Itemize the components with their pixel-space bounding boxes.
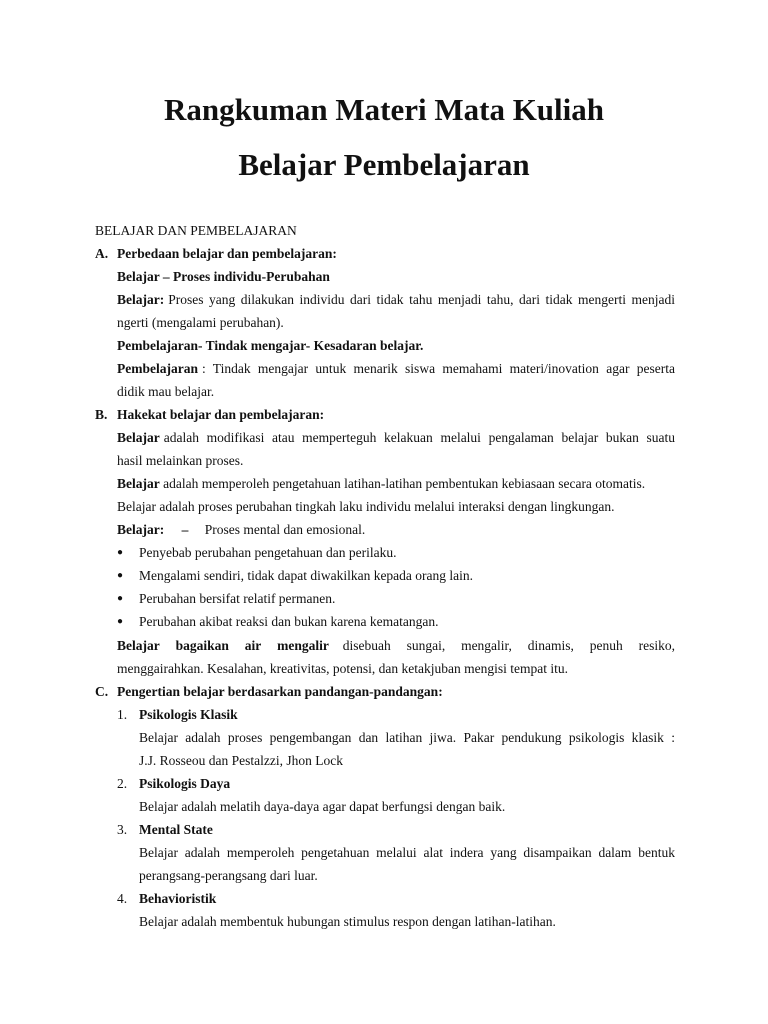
section-c-heading: Pengertian belajar berdasarkan pandangan-pandangan: (117, 684, 443, 699)
numbered-item-number: 4. (117, 891, 128, 906)
section-a-marker: A. (95, 246, 109, 261)
numbered-item-line: Belajar adalah proses pengembangan dan latihan jiwa. Pakar pendukung psikologis klasik : (139, 730, 675, 745)
numbered-item-text-cont: perangsang-perangsang dari luar. (139, 868, 318, 883)
document-title-line2: Belajar Pembelajaran (238, 147, 530, 182)
paragraph-text: adalah memperoleh pengetahuan latihan-latihan pembentukan kebiasaan secara otomatis. (163, 476, 646, 491)
numbered-item-text: Belajar adalah melatih daya-daya agar dapat berfungsi dengan baik. (139, 799, 506, 814)
paragraph-term: Belajar (117, 430, 160, 445)
document-title-line1: Rangkuman Materi Mata Kuliah (163, 92, 605, 127)
section-b-paragraph-4 (117, 521, 365, 539)
dash-marker: – (181, 522, 189, 537)
paragraph-term-word: bagaikan (175, 638, 229, 653)
numbered-item-title: Psikologis Klasik (139, 707, 238, 722)
numbered-item-text (139, 729, 675, 747)
paragraph-word: sungai, (406, 638, 446, 653)
paragraph-term: Belajar: (117, 522, 165, 537)
section-heading: BELAJAR DAN PEMBELAJARAN (95, 223, 297, 238)
section-b-paragraph-5 (117, 637, 675, 655)
list-item-text: Perubahan akibat reaksi dan bukan karena kematangan. (139, 614, 439, 629)
section-a-subheading-1: Belajar – Proses individu-Perubahan (117, 269, 330, 284)
definition-text: Proses yang dilakukan individu dari tidak tahu menjadi tahu, dari tidak mengerti menjadi (168, 292, 675, 307)
paragraph-term-word: Belajar (117, 638, 160, 653)
paragraph-term: Belajar (117, 476, 160, 491)
section-b-paragraph-3: Belajar adalah proses perubahan tingkah laku individu melalui interaksi dengan lingkungan. (117, 499, 615, 514)
paragraph-word: resiko, (638, 638, 675, 653)
section-b-heading: Hakekat belajar dan pembelajaran: (117, 407, 325, 422)
numbered-item-text (139, 844, 675, 862)
paragraph-term-word: mengalir (277, 638, 329, 653)
paragraph-word: penuh (589, 638, 623, 653)
paragraph-term-word: air (244, 638, 262, 653)
section-b-marker: B. (95, 407, 108, 422)
section-a-subheading-2: Pembelajaran- Tindak mengajar- Kesadaran belajar. (117, 338, 424, 353)
numbered-item-title: Psikologis Daya (139, 776, 231, 791)
paragraph-text: Proses mental dan emosional. (204, 522, 366, 537)
section-c-marker: C. (95, 684, 109, 699)
numbered-item-number: 1. (117, 707, 128, 722)
definition-term: Pembelajaran (117, 361, 198, 376)
list-item-text: Penyebab perubahan pengetahuan dan perilaku. (139, 545, 397, 560)
paragraph-word: mengalir, (461, 638, 512, 653)
list-item-text: Mengalami sendiri, tidak dapat diwakilkan kepada orang lain. (139, 568, 474, 583)
bullet-icon: ● (117, 570, 124, 581)
definition-text: : Tindak mengajar untuk menarik siswa memahami materi/inovation agar peserta (201, 361, 675, 376)
section-b-paragraph-1 (117, 429, 675, 447)
numbered-item-line: Belajar adalah memperoleh pengetahuan melalui alat indera yang disampaikan dalam bentuk (139, 845, 675, 860)
paragraph-text: adalah modifikasi atau memperteguh kelakuan melalui pengalaman belajar bukan suatu (163, 430, 675, 445)
section-a-definition-1-cont: ngerti (mengalami perubahan). (117, 315, 284, 330)
paragraph-word: dinamis, (527, 638, 574, 653)
numbered-item-text-cont: J.J. Rosseou dan Pestalzzi, Jhon Lock (139, 753, 343, 768)
bullet-icon: ● (117, 547, 124, 558)
section-b-paragraph-1-cont: hasil melainkan proses. (117, 453, 244, 468)
section-a-definition-1 (117, 291, 675, 309)
list-item-text: Perubahan bersifat relatif permanen. (139, 591, 336, 606)
section-a-definition-2-cont: didik mau belajar. (117, 384, 215, 399)
numbered-item-number: 2. (117, 776, 128, 791)
numbered-item-number: 3. (117, 822, 128, 837)
section-a-definition-2 (117, 360, 675, 378)
section-a-heading: Perbedaan belajar dan pembelajaran: (117, 246, 337, 261)
bullet-icon: ● (117, 616, 124, 627)
numbered-item-text: Belajar adalah membentuk hubungan stimulus respon dengan latihan-latihan. (139, 914, 556, 929)
section-b-paragraph-2 (117, 475, 645, 493)
definition-term: Belajar: (117, 292, 165, 307)
numbered-item-title: Behavioristik (139, 891, 217, 906)
paragraph-word: disebuah (342, 638, 391, 653)
bullet-icon: ● (117, 593, 124, 604)
numbered-item-title: Mental State (139, 822, 213, 837)
section-b-paragraph-5-cont: menggairahkan. Kesalahan, kreativitas, potensi, dan ketakjuban mengisi tempat itu. (117, 661, 568, 676)
